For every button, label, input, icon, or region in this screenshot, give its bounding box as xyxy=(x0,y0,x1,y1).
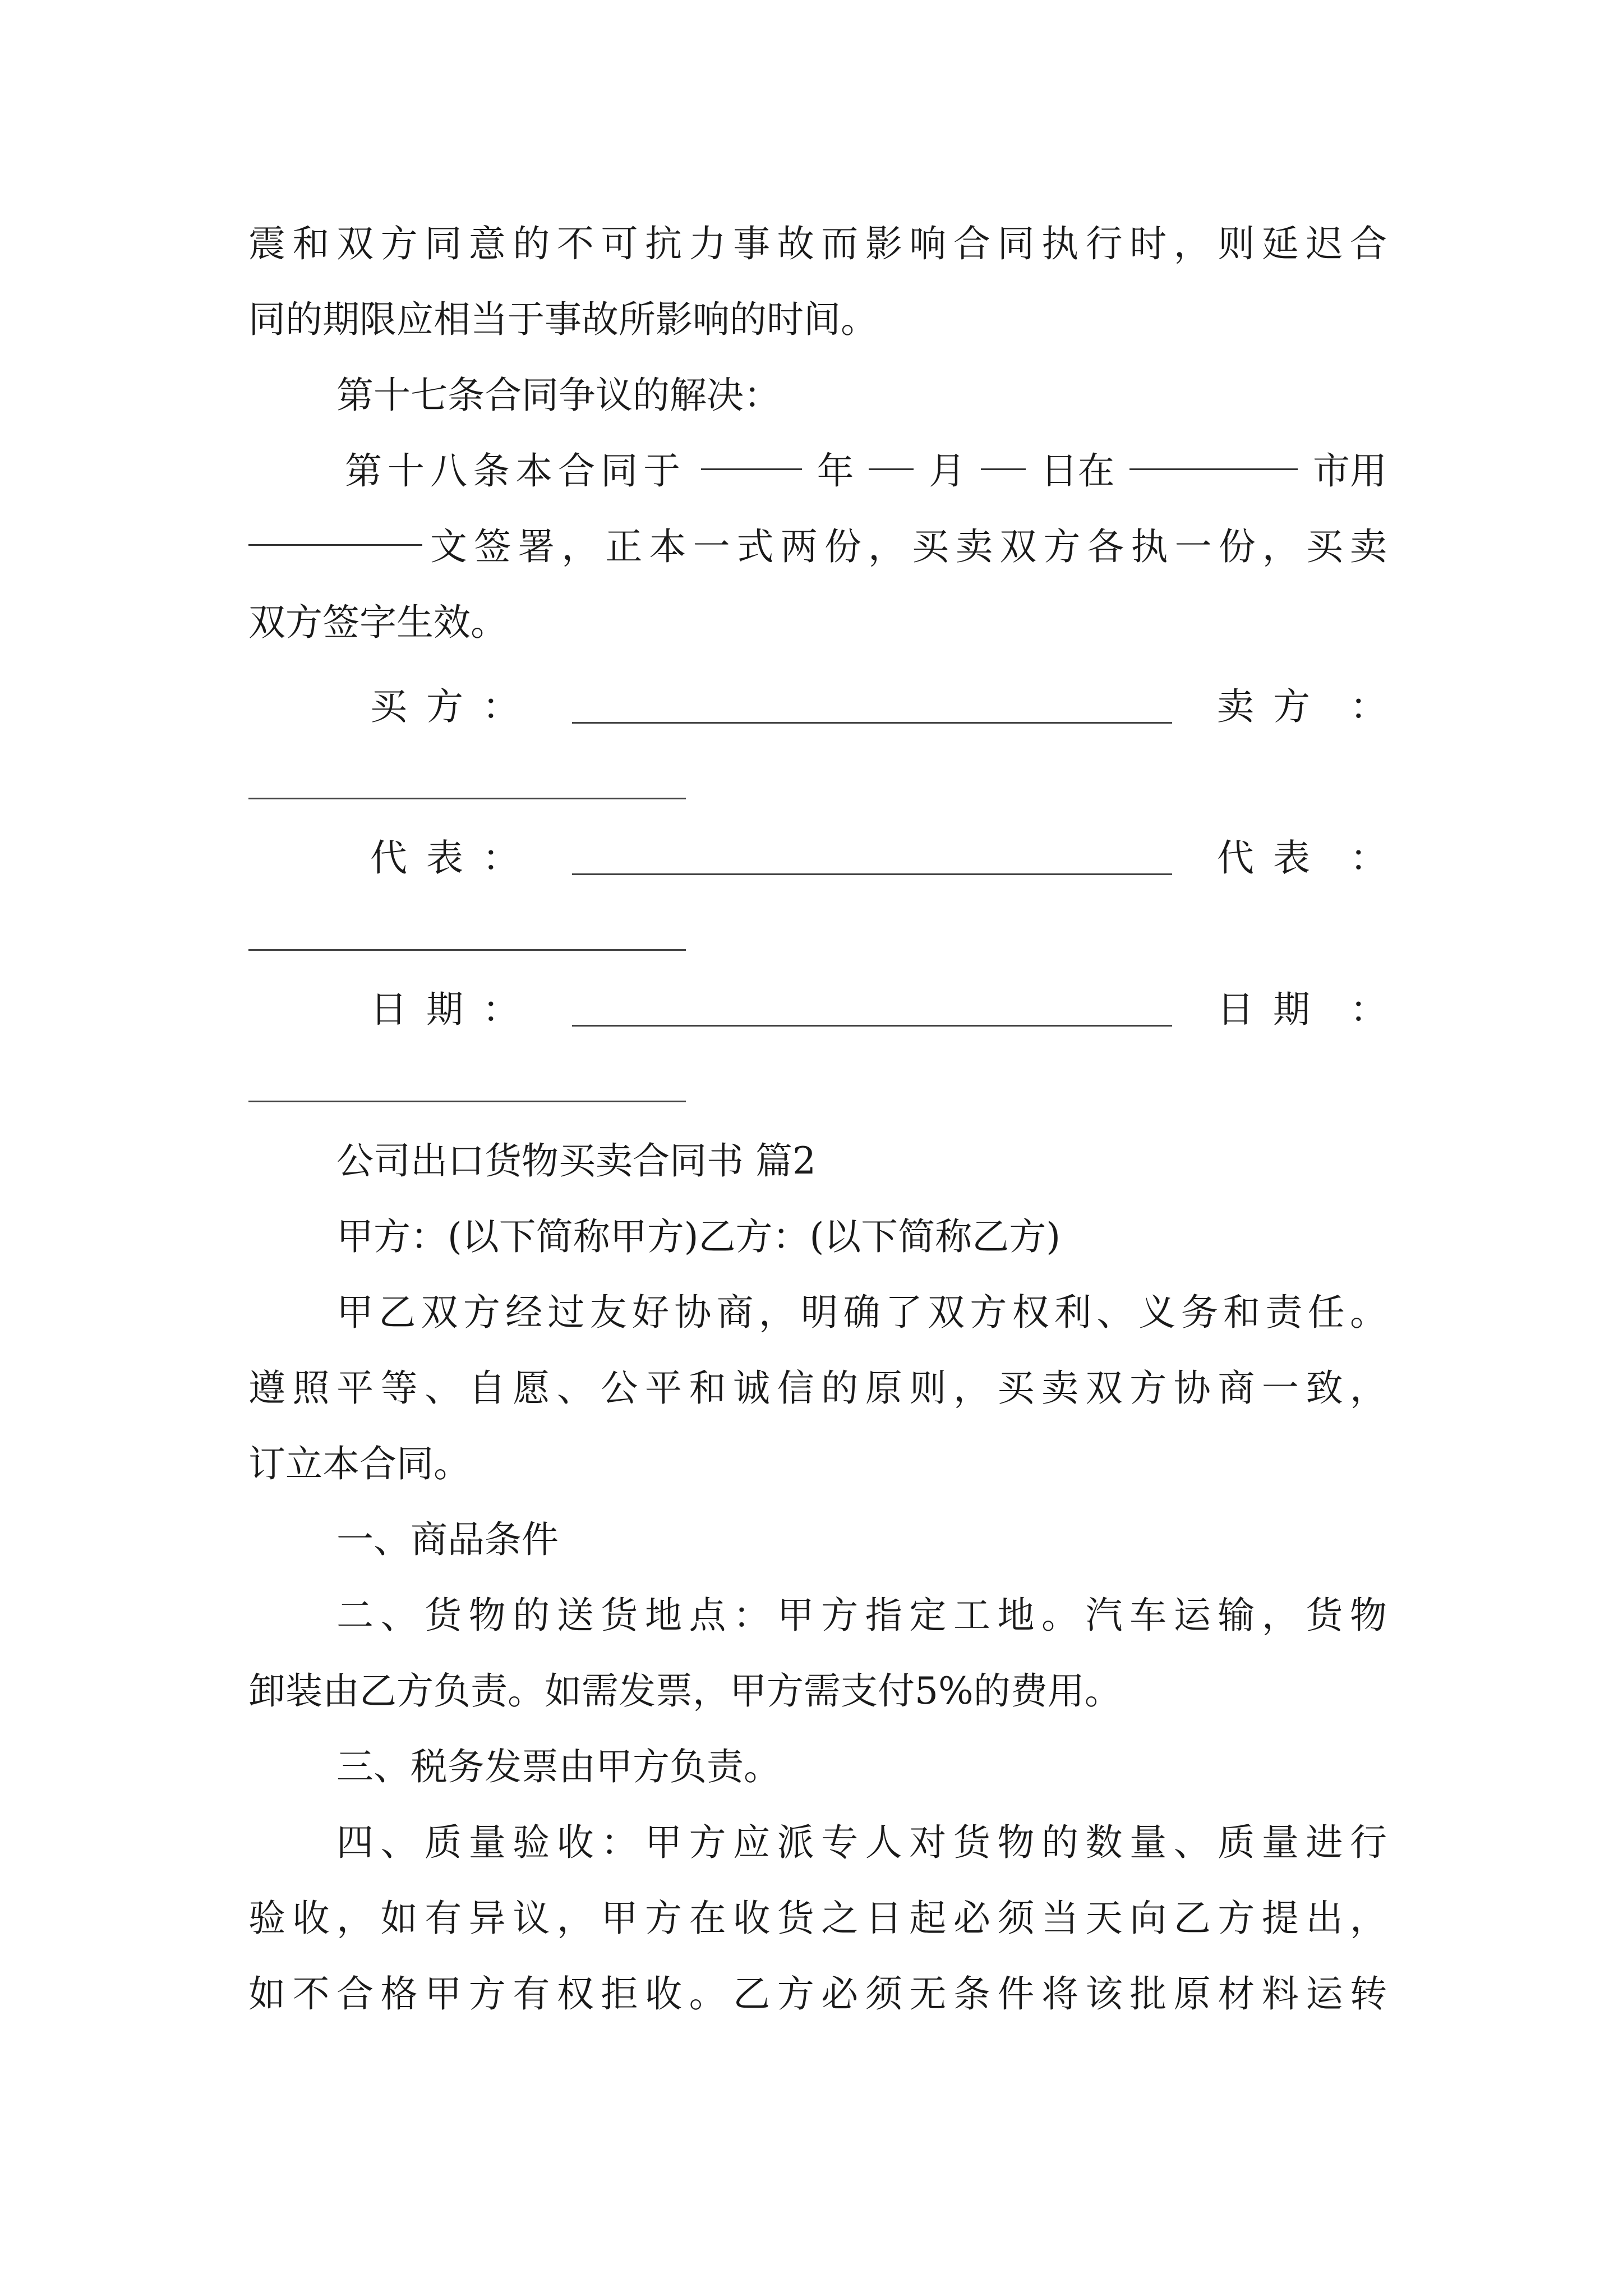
clause-17-heading: 第十七条合同争议的解决： xyxy=(336,374,781,417)
seller-rep-label: 代表 xyxy=(1217,836,1329,880)
seller-label: 卖方 xyxy=(1217,685,1329,728)
city-blank xyxy=(1129,435,1298,470)
buyer-date-label: 日期： xyxy=(370,988,538,1031)
clause-18-line xyxy=(345,435,1387,508)
paragraph-line: 卸装由乙方负责。如需发票，甲方需支付5%的费用。 xyxy=(248,1669,1122,1713)
paragraph-line: 订立本合同。 xyxy=(248,1442,471,1485)
buyer-rep-line xyxy=(572,873,1172,875)
seller-signature-line xyxy=(248,798,686,799)
seller-rep-colon: ： xyxy=(1350,836,1387,880)
parties-line: 甲方：(以下简称甲方)乙方：(以下简称乙方) xyxy=(336,1215,1061,1258)
city-label: 市用 xyxy=(1313,449,1387,493)
seller-colon: ： xyxy=(1350,685,1387,728)
paragraph-line: 甲乙双方经过友好协商，明确了双方权利、义务和责任。 xyxy=(336,1291,1387,1334)
day-label: 日在 xyxy=(1040,449,1115,493)
clause-18-text: 第十八条本合同于 xyxy=(345,449,686,493)
item-heading: 一、商品条件 xyxy=(336,1518,559,1561)
paragraph-line: 双方签字生效。 xyxy=(248,601,508,644)
paragraph-line: 如不合格甲方有权拒收。乙方必须无条件将该批原材料运转 xyxy=(248,1972,1387,2016)
seller-rep-line xyxy=(248,949,686,951)
clause-18-line-2 xyxy=(248,510,1387,583)
paragraph-line: 文签署，正本一式两份，买卖双方各执一份，买卖 xyxy=(430,525,1387,568)
buyer-label: 买方： xyxy=(370,685,538,728)
section-title: 公司出口货物买卖合同书 篇2 xyxy=(336,1139,816,1182)
year-label: 年 xyxy=(817,449,854,493)
seller-date-label: 日期 xyxy=(1217,988,1329,1031)
seller-date-colon: ： xyxy=(1350,988,1387,1031)
paragraph-line: 遵照平等、自愿、公平和诚信的原则，买卖双方协商一致， xyxy=(248,1366,1387,1410)
seller-date-line xyxy=(248,1101,686,1102)
representative-row xyxy=(370,822,1387,895)
buyer-rep-label: 代表： xyxy=(370,836,538,880)
day-blank xyxy=(981,435,1026,470)
buyer-date-line xyxy=(572,1025,1172,1027)
month-blank xyxy=(869,435,914,470)
language-blank xyxy=(248,510,422,546)
buyer-seller-row xyxy=(370,670,1387,743)
paragraph-line: 四、质量验收：甲方应派专人对货物的数量、质量进行 xyxy=(336,1821,1387,1864)
month-label: 月 xyxy=(929,449,966,493)
year-blank xyxy=(701,435,802,470)
paragraph-line: 震和双方同意的不可抗力事故而影响合同执行时，则延迟合 xyxy=(248,222,1387,265)
paragraph-line: 二、货物的送货地点：甲方指定工地。汽车运输，货物 xyxy=(336,1594,1387,1637)
date-row xyxy=(370,973,1387,1046)
paragraph-line: 三、税务发票由甲方负责。 xyxy=(336,1745,781,1788)
buyer-signature-line xyxy=(572,722,1172,724)
paragraph-line: 验收，如有异议，甲方在收货之日起必须当天向乙方提出， xyxy=(248,1897,1387,1940)
paragraph-line: 同的期限应相当于事故所影响的时间。 xyxy=(248,298,878,341)
